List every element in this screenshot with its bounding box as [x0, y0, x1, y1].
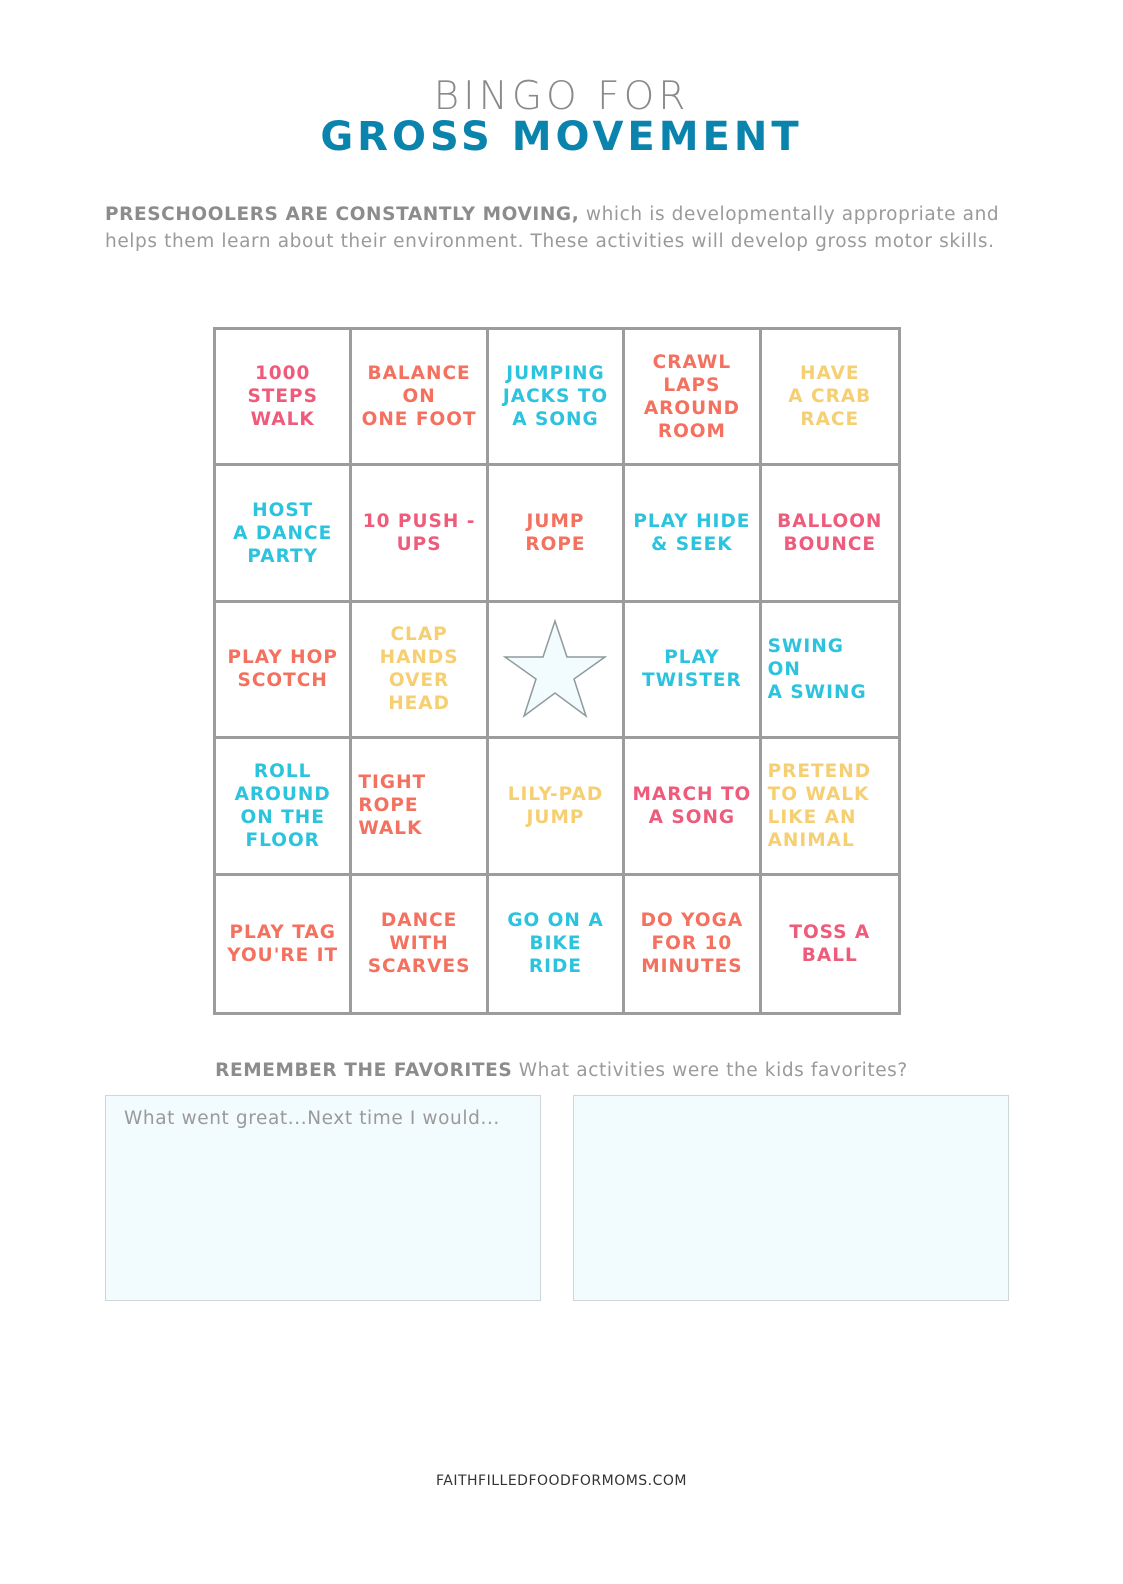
bingo-cell-label: HAVE A CRAB RACE — [788, 363, 872, 431]
bingo-cell-label: JUMPING JACKS TO A SONG — [502, 363, 609, 431]
bingo-cell[interactable] — [625, 466, 761, 602]
title-line-1: BINGO FOR — [433, 74, 690, 119]
bingo-cell-label: ROLL AROUND ON THE FLOOR — [234, 760, 331, 851]
bingo-cell-label: PRETEND TO WALK LIKE AN ANIMAL — [767, 760, 872, 851]
bingo-cell[interactable] — [216, 330, 352, 466]
bingo-cell-label: TOSS A BALL — [789, 921, 871, 966]
intro-bold-lead: PRESCHOOLERS ARE CONSTANTLY MOVING, — [105, 204, 580, 225]
remember-question: What activities were the kids favorites? — [512, 1060, 908, 1081]
bingo-cell[interactable] — [625, 603, 761, 739]
bingo-cell-label: BALLOON BOUNCE — [777, 511, 883, 556]
remember-bold: REMEMBER THE FAVORITES — [215, 1060, 513, 1081]
bingo-cell[interactable] — [625, 876, 761, 1012]
bingo-cell[interactable] — [489, 739, 625, 875]
bingo-cell-label: DO YOGA FOR 10 MINUTES — [640, 910, 744, 978]
bingo-cell-label: HOST A DANCE PARTY — [233, 499, 333, 567]
bingo-cell-label: PLAY TWISTER — [642, 647, 742, 692]
intro-paragraph — [105, 201, 1005, 255]
bingo-cell[interactable] — [762, 603, 898, 739]
bingo-cell[interactable] — [625, 739, 761, 875]
bingo-board — [213, 327, 901, 1015]
bingo-cell-label: MARCH TO A SONG — [632, 783, 752, 828]
bingo-cell-label: PLAY HOP SCOTCH — [227, 647, 338, 692]
remember-heading — [0, 1060, 1123, 1081]
bingo-cell-label: DANCE WITH SCARVES — [367, 910, 471, 978]
bingo-cell[interactable] — [625, 330, 761, 466]
bingo-cell[interactable] — [352, 739, 488, 875]
bingo-cell-label: SWING ON A SWING — [767, 635, 867, 703]
intro-body: which is developmentally appropriate and helps them learn about their environment. These activities will develop gross motor skills. — [105, 204, 1000, 252]
bingo-cell-label: CLAP HANDS OVER HEAD — [379, 624, 459, 715]
bingo-cell[interactable] — [489, 876, 625, 1012]
bingo-cell[interactable] — [352, 603, 488, 739]
star-icon — [501, 617, 609, 721]
bingo-cell[interactable] — [216, 739, 352, 875]
bingo-cell[interactable] — [216, 876, 352, 1012]
bingo-cell-label: LILY-PAD JUMP — [507, 783, 604, 828]
bingo-cell[interactable] — [352, 876, 488, 1012]
bingo-cell[interactable] — [762, 876, 898, 1012]
bingo-cell-label: GO ON A BIKE RIDE — [507, 910, 604, 978]
footer-website: FAITHFILLEDFOODFORMOMS.COM — [435, 1473, 688, 1489]
bingo-cell-label: TIGHT ROPE WALK — [358, 772, 427, 840]
notes-placeholder: What went great...Next time I would... — [124, 1108, 500, 1129]
notes-box-left[interactable] — [105, 1095, 541, 1301]
bingo-cell-label: 1000 STEPS WALK — [247, 363, 318, 431]
free-space-cell[interactable] — [489, 603, 625, 739]
bingo-cell-label: 10 PUSH - UPS — [362, 511, 476, 556]
bingo-cell[interactable] — [216, 603, 352, 739]
bingo-cell[interactable] — [762, 739, 898, 875]
bingo-cell[interactable] — [352, 330, 488, 466]
bingo-cell[interactable] — [489, 330, 625, 466]
bingo-cell[interactable] — [489, 466, 625, 602]
bingo-cell[interactable] — [762, 330, 898, 466]
bingo-cell-label: PLAY HIDE & SEEK — [633, 511, 751, 556]
bingo-cell[interactable] — [352, 466, 488, 602]
bingo-cell-label: CRAWL LAPS AROUND ROOM — [643, 351, 740, 442]
bingo-cell-label: PLAY TAG YOU'RE IT — [227, 921, 339, 966]
bingo-cell-label: BALANCE ON ONE FOOT — [361, 363, 477, 431]
bingo-cell[interactable] — [762, 466, 898, 602]
notes-box-right[interactable] — [573, 1095, 1009, 1301]
bingo-cell-label: JUMP ROPE — [525, 511, 586, 556]
page-title: GROSS MOVEMENT — [320, 114, 803, 160]
bingo-cell[interactable] — [216, 466, 352, 602]
